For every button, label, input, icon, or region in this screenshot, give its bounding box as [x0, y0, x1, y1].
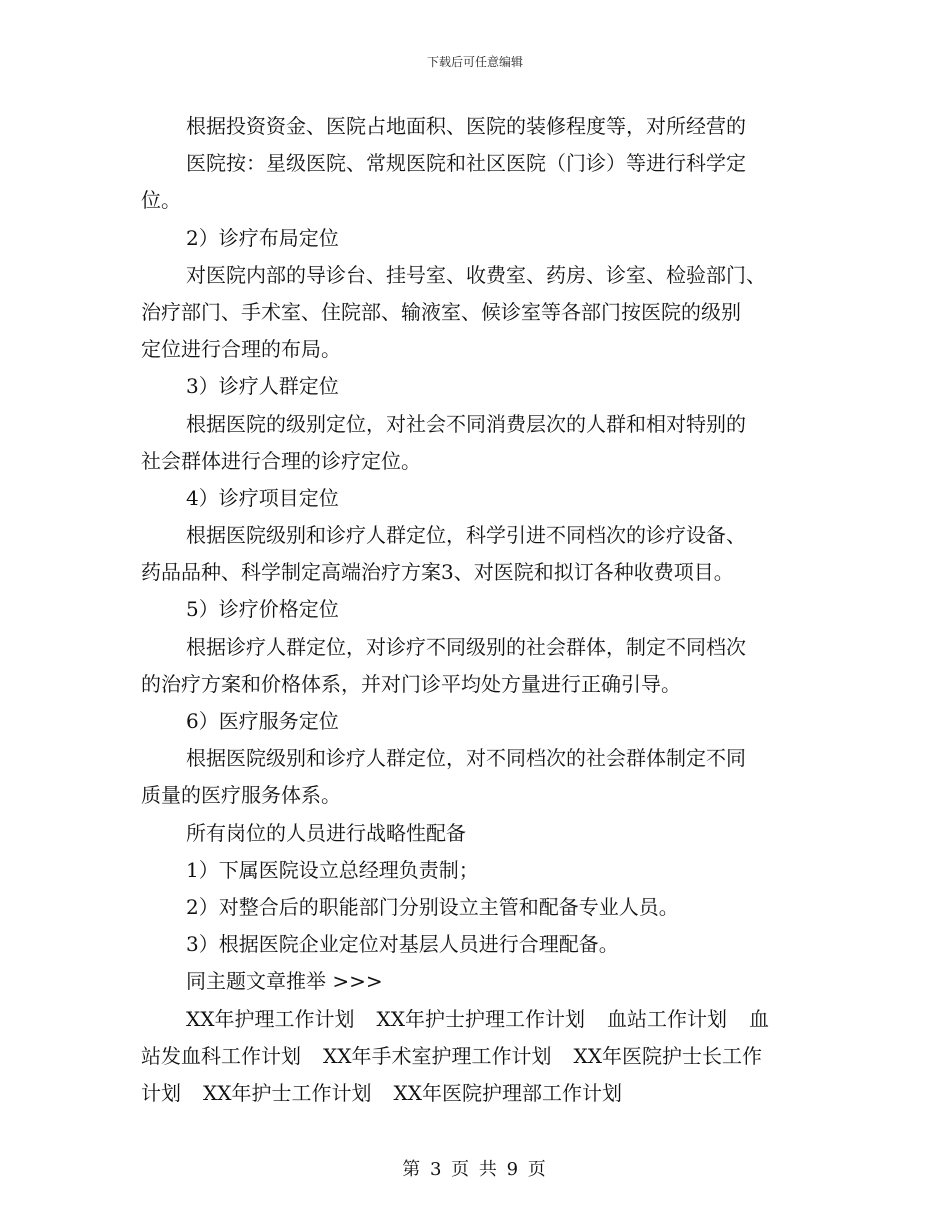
text-line: 位。	[141, 188, 181, 213]
text-line: 药品品种、科学制定高端治疗方案3、对医院和拟订各种收费项目。	[141, 560, 734, 585]
related-link[interactable]: XX年护理工作计划	[186, 1006, 355, 1031]
text-line: 对医院内部的导诊台、挂号室、收费室、药房、诊室、检验部门、	[186, 262, 766, 287]
text-line: 质量的医疗服务体系。	[141, 783, 341, 808]
related-link[interactable]: XX年医院护士长工作	[573, 1043, 762, 1068]
text-line: 3）诊疗人群定位	[186, 374, 339, 399]
related-line-3	[141, 1075, 806, 1112]
document-body	[141, 108, 806, 1112]
related-link[interactable]: XX年医院护理部工作计划	[393, 1080, 622, 1105]
related-line-2	[141, 1038, 806, 1075]
page-header: 下载后可任意编辑	[426, 55, 523, 69]
related-link[interactable]: 计划	[141, 1080, 181, 1105]
text-line: 3）根据医院企业定位对基层人员进行合理配备。	[186, 932, 619, 957]
text-line: 根据诊疗人群定位，对诊疗不同级别的社会群体，制定不同档次	[186, 634, 746, 659]
related-link[interactable]: XX年护士工作计划	[203, 1080, 372, 1105]
text-line: 医院按：星级医院、常规医院和社区医院（门诊）等进行科学定	[186, 151, 746, 176]
text-line: 所有岗位的人员进行战略性配备	[186, 820, 466, 845]
text-line: 社会群体进行合理的诊疗定位。	[141, 448, 421, 473]
related-link[interactable]: XX年手术室护理工作计划	[323, 1043, 552, 1068]
text-line: 根据投资资金、医院占地面积、医院的装修程度等，对所经营的	[186, 114, 746, 138]
text-line: 根据医院的级别定位，对社会不同消费层次的人群和相对特别的	[186, 411, 746, 436]
text-line: 治疗部门、手术室、住院部、输液室、候诊室等各部门按医院的级别	[141, 299, 741, 324]
text-line: 2）对整合后的职能部门分别设立主管和配备专业人员。	[186, 894, 679, 919]
text-line: 4）诊疗项目定位	[186, 485, 339, 510]
text-line: 5）诊疗价格定位	[186, 597, 339, 622]
text-line: 定位进行合理的布局。	[141, 337, 341, 362]
text-line: 的治疗方案和价格体系，并对门诊平均处方量进行正确引导。	[141, 671, 681, 696]
text-line: 根据医院级别和诊疗人群定位，对不同档次的社会群体制定不同	[186, 746, 746, 771]
related-link[interactable]: 血	[748, 1006, 769, 1031]
text-line: 2）诊疗布局定位	[186, 225, 339, 250]
related-link[interactable]: 血站工作计划	[606, 1006, 727, 1031]
page-number: 第 3 页 共 9 页	[402, 1159, 548, 1180]
related-line-1	[141, 1001, 806, 1038]
text-line: 同主题文章推举 >>>	[186, 969, 383, 994]
related-link[interactable]: 站发血科工作计划	[141, 1043, 301, 1068]
text-line: 1）下属医院设立总经理负责制；	[186, 857, 479, 882]
related-link[interactable]: XX年护士护理工作计划	[376, 1006, 585, 1031]
related-articles	[141, 1001, 806, 1113]
body-text	[141, 108, 806, 1001]
text-line: 根据医院级别和诊疗人群定位，科学引进不同档次的诊疗设备、	[186, 523, 746, 548]
text-line: 6）医疗服务定位	[186, 709, 339, 733]
